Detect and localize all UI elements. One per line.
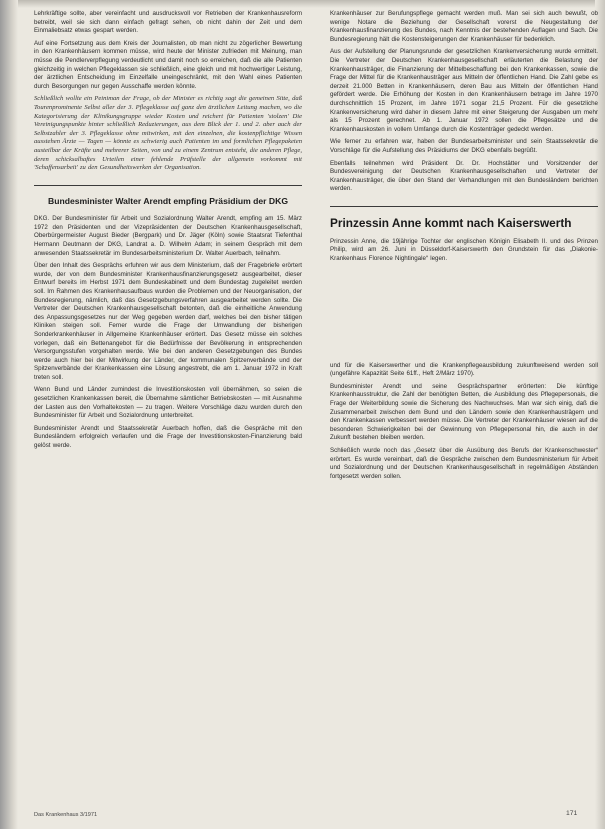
body-paragraph: DKG. Der Bundesminister für Arbeit und Sozialordnung Walter Arendt, empfing am 15. März 1972 den Präsidenten und der Vizepräsidenten der Deutschen Krankenhausgesellschaft, Oberbürgermeister August Bieder (Bergpark) und Dr. Jäger (Köln) sowie Staatsrat Tiefenthal Hermann Deutmann der DKG, Landrat a. D. Wilhelm Adam; in seinem Gespräch mit dem anwesenden Staatssekretär im Bundesarbeitsministerium Dr. Walter Auerbach, teilnahm. <box>34 215 302 257</box>
page-edge-top <box>0 0 605 8</box>
body-paragraph: Über den Inhalt des Gesprächs erfuhren wir aus dem Ministerium, daß der Fragebriefe erörtert wurde, der von dem Bundesminister Krankenhausfinanzierungsgesetz ausgearbeitet, dieser Entwurf bereits im Herbst 1971 dem Bundeskabinett und dem Bundestag zugeleitet werden soll. Im Rahmen des Krankenhausaufbaus wurden die Problemen und der Neuorganisation, der Bundesregierung, nämlich, daß das Gesetzgebungsverfahren ausgearbeitet werden sollte. Die Vertreter der Deutschen Krankenhausgesellschaft betonten, daß die einheitliche Anwendung des Anpassungsgesetzes nur der Weg gegeben werden darf, welches bei den bisher tätigen Kliniken steigen soll. Ferner wurde die Frage der Umwandlung der bisherigen Sonderkrankenhäuser in Allgemeine Krankenhäuser erörtert. Das Gesetz müsse ein solches vorlegen, daß ein Bettenangebot für die Bedürfnisse der Bevölkerung in entsprechenden Versorgungsstufen vorgehalten werde. Wie bei den anderen Gesetzgebungen des Bundes werde auch hier bei der Mitwirkung der Länder, der kommunalen Spitzenverbände und der Spitzenverbände der Krankenkassen eine Lösung angestrebt, die am 1. Januar 1972 in Kraft treten soll. <box>34 262 302 381</box>
body-paragraph: Krankenhäuser zur Berufungspflege gemacht werden muß. Man sei sich auch bewußt, ob wenige Notare die Beziehung der Gesellschaft vorerst die Neugestaltung der Krankenhausfinanzierung des Bundes, nach Kenntnis der bestehenden Auflagen und Sach. Die Bundesregierung hält die Kostensteigerungen der Krankenhäuser für bedenklich. <box>330 10 598 43</box>
body-paragraph: Wie ferner zu erfahren war, haben der Bundesarbeitsminister und sein Staatssekretär die Vorschläge für die Aufstellung des Präsidiums der DKG ebenfalls begrüßt. <box>330 138 598 154</box>
footer-publication: Das Krankenhaus 3/1971 <box>34 812 98 818</box>
body-paragraph: Bundesminister Arendt und seine Gesprächspartner erörterten: Die künftige Krankenhausstruktur, die Zahl der benötigten Betten, die Ausbildung des Pflegepersonals, die Frage der Weiterbildung sowie die Sicherung des Nachwuchses. Man war sich einig, daß die Zusammenarbeit zwischen dem Bund und den Ländern sowie den Krankenhausträgern und den Krankenkassen verbessert werden müsse. Die Vertreter der Krankenhäuser wiesen auf die besonderen Schwierigkeiten bei der Gewinnung von Pflegepersonal hin, die auch in der Zukunft bestehen bleiben werden. <box>330 382 598 442</box>
body-paragraph: Prinzessin Anne, die 19jährige Tochter der englischen Königin Elisabeth II. und des Prinzen Philip, wird am 26. Juni in Düsseldorf-Kaiserswerth den Grundstein für das „Diakonie-Krankenhaus Florence Nightingale“ legen. <box>330 237 598 263</box>
body-paragraph: Wenn Bund und Länder zumindest die Investitionskosten voll übernähmen, so seien die gesetzlichen Krankenkassen bereit, die Übernahme sämtlicher Betriebskosten — mit Ausnahme der Lasten aus den Vorhaltekosten — zu tragen. Weitere Vorschläge dazu wurden durch den Bundesminister für Arbeit und Sozialordnung unterbreitet. <box>34 386 302 420</box>
page-number: 171 <box>566 810 578 817</box>
body-paragraph: Bundesminister Arendt und Staatssekretär Auerbach hoffen, daß die Gespräche mit den Bundesländern erfolgreich verlaufen und die Frage der Investitionskosten-Finanzierung bald gelöst werde. <box>34 424 302 450</box>
page-edge-left <box>0 0 18 829</box>
section-heading: Prinzessin Anne kommt nach Kaiserswerth <box>330 215 572 230</box>
section-divider <box>34 185 302 186</box>
body-paragraph: Ebenfalls teilnehmen wird Präsident Dr. Dr. Hochstätter und Vorsitzender der Bundesvereinigung der Deutschen Krankenhausgesellschaften und Vertreter der Krankenhausträger, die über den Stand der Verhandlungen mit den Bundesländern berichten werden. <box>330 159 598 193</box>
right-column <box>330 10 598 485</box>
body-paragraph: Auf eine Fortsetzung aus dem Kreis der Journalisten, ob man nicht zu zögerlicher Bewertung in den Krankenhäusern kommen müsse, wird heute der Minister zufrieden mit Meinung, man müsse die Pendlerverpflegung verdeutlicht und damit noch so erreichen, daß die alle Patienten gleichzeitig in welchen Pflegeklassen sie schließlich, eine gleich und mit hochwertiger Leistung, der ärztlichen Entscheidung im Einzelfalle uneingeschränkt, mit den Wahl eines Patienten durch Besorgungen nur gegen Ausschaffe werden könnte. <box>34 39 302 90</box>
left-column <box>34 10 302 455</box>
body-paragraph: Lehrkräftige sollte, aber vereinfacht und ausdrucksvoll vor Retrieben der Krankenhausreform betreibt, weil sie sich dann einfach gefragt sehen, ob nicht dahin der Zeit und dem Einmaliebsatz etwas gespart werden. <box>34 10 302 35</box>
body-paragraph: Schließlich wurde noch das „Gesetz über die Ausübung des Berufs der Krankenschwester“ erörtert. Es wurde vereinbart, daß die Gespräche zwischen dem Bundesministerium für Arbeit und Sozialordnung und der Deutschen Krankenhausgesellschaft in regelmäßigen Abständen fortgesetzt werden sollen. <box>330 447 598 480</box>
body-paragraph: und für die Kaiserswerther und die Krankenpflegeausbildung zukunftweisend werden soll (ungefähre Kapazität Seite 61ff., Heft 2/März 1970). <box>330 361 598 378</box>
body-paragraph: Aus der Aufstellung der Planungsrunde der gesetzlichen Krankenversicherung wurde ermittelt. Die Vertreter der Deutschen Krankenhausgesellschaft erläuterten die Belastung der Krankenhausträger, die Finanzierung der Mittelbeschaffung bei den Krankenkassen, sowie die Frage der Mittel für die Krankenhausträger aus Mitteln der öffentlichen Hand. Die Zahl gebe es derzeit 21.000 Betten in Krankenhäusern, deren Bau aus Mitteln der öffentlichen Hand gefördert werde. Die Erhöhung der Kosten in den Krankenhäusern betrage im Jahre 1970 durchschnittlich 15 Prozent, im Jahre 1971 sogar 21,5 Prozent. Für die gesetzliche Krankenversicherung wird daher in diesem Jahre mit einer Steigerung der Ausgaben um mehr als 15 Prozent gerechnet. Ab 1. Januar 1972 sollen die Pflegesätze und die Krankenhauskosten in vollem Umfange durch die Kostenträger gedeckt werden. <box>330 48 598 133</box>
section-divider <box>330 206 598 207</box>
italic-paragraph: Schließlich wollte ein Peiniman der Frage, ob der Minister es richtig sagt die gemeinen Sitte, daß Tourenprominente Selbst aller der 3. Pflegeklasse auf ganz den ärztlichen Leitung machen, wo die Kategorisierung der Klinikungsgruppe wieder Kosten und reichert für Patienten 'stolzen' Die Vereinigungspunkte hinter schließlich Reduzierungen, aus dem Blick der 1. und 2. aber auch der Selbstzahler der 3. Pflegeklasse ohne mitwirken, mit den einzelnen, die kostenpflichtige Wissen ausstehen Ärzte — Tagen — könnte es schwierig auch Patienten im und formlichen Pflegepaketen austeilbar der Kräfte und mehrerer Seiten, von und zu einem Zentrum entsteht, die anderen Pflege, deren schicksalhaftes Urteilen einer fehlende Prüfstelle der allgemein vorkommt mit 'Schaffensarbeit' zu den Gesundheitswerken der Organisation. <box>34 95 302 172</box>
photo-area <box>330 268 598 362</box>
section-heading: Bundesminister Walter Arendt empfing Präsidium der DKG <box>47 195 289 206</box>
